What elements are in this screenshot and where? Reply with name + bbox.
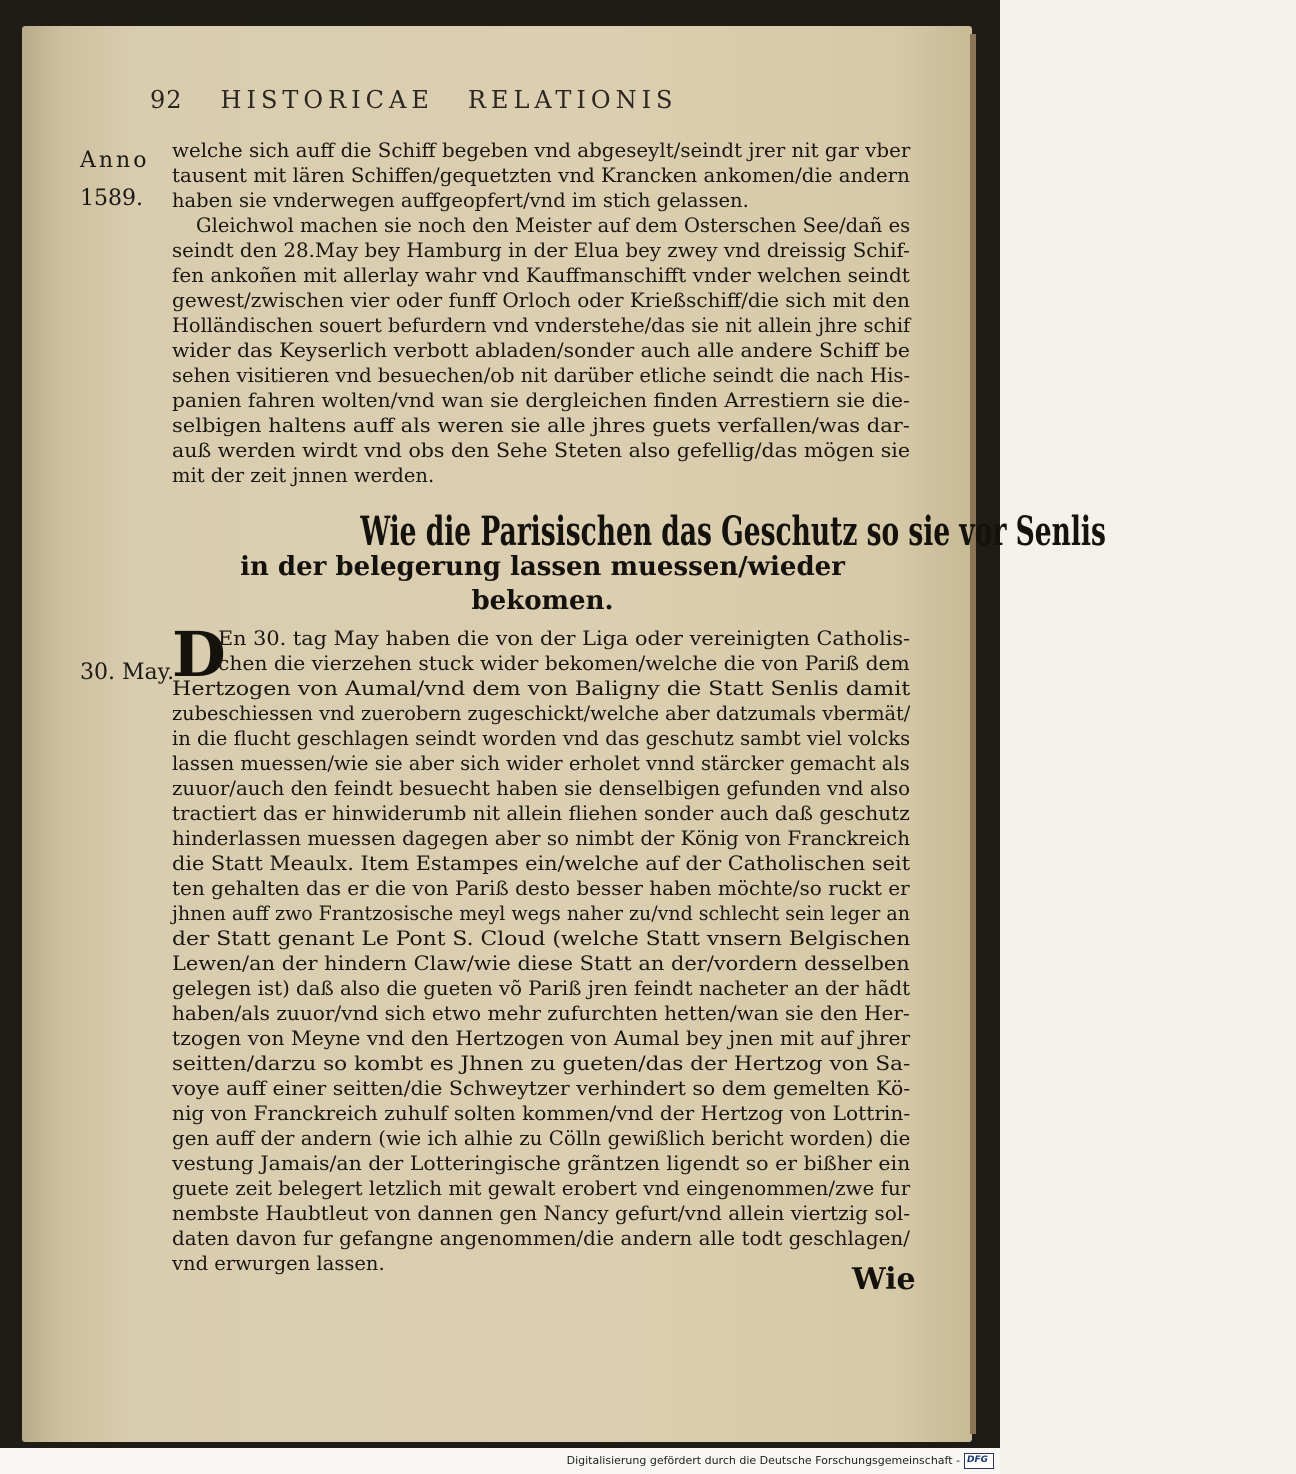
text-line: Hertzogen von Aumal/vnd dem von Baligny die Statt Senlis damit <box>172 677 911 700</box>
text-line: jhnen auff zwo Frantzosische meyl wegs naher zu/vnd schlecht sein leger an <box>172 902 910 925</box>
margin-note-anno: Anno <box>80 148 150 173</box>
text-line: seitten/darzu so kombt es Jhnen zu gueten/das der Hertzog von Sa- <box>172 1052 911 1075</box>
text-line: voye auff einer seitten/die Schweytzer verhindert so dem gemelten Kö- <box>172 1077 911 1100</box>
running-head-title-2: RELATIONIS <box>467 86 678 114</box>
text-line: die Statt Meaulx. Item Estampes ein/welche auf der Catholischen seit <box>172 852 910 875</box>
text-line: tausent mit lären Schiffen/gequetzten vnd Krancken ankomen/die andern <box>172 164 910 187</box>
text-line: selbigen haltens auff als weren sie alle jhres guets verfallen/was dar- <box>172 414 910 437</box>
text-line: guete zeit belegert letzlich mit gewalt erobert vnd eingenommen/zwe fur <box>172 1177 911 1200</box>
text-line: fen ankoñen mit allerlay wahr vnd Kauffmanschifft vnder welchen seindt <box>172 264 910 287</box>
digitization-footer <box>0 1448 1000 1474</box>
running-head-title-1: HISTORICAE <box>220 86 434 114</box>
text-line: gen auff der andern (wie ich alhie zu Cölln gewißlich bericht worden) die <box>172 1127 911 1150</box>
text-line: in die flucht geschlagen seindt worden vnd das geschutz sambt viel volcks <box>172 727 911 750</box>
text-line: daten davon fur gefangne angenommen/die andern alle todt geschlagen/ <box>172 1227 911 1250</box>
page-number: 92 <box>150 86 183 114</box>
text-line: auß werden wirdt vnd obs den Sehe Steten also gefellig/das mögen sie <box>172 439 910 462</box>
page-edge <box>970 34 976 1434</box>
text-line: zuuor/auch den feindt besuecht haben sie denselbigen gefunden vnd also <box>172 777 911 800</box>
text-line: En 30. tag May haben die von der Liga oder vereinigten Catholis- <box>218 627 911 650</box>
text-line: tractiert das er hinwiderumb nit allein fliehen sonder auch daß geschutz <box>172 802 910 825</box>
text-line: gelegen ist) daß also die gueten võ Pariß jren feindt nacheter an der hãdt <box>172 977 911 1000</box>
text-line: nig von Franckreich zuhulf solten kommen/vnd der Hertzog von Lottrin- <box>172 1102 911 1125</box>
section-heading-line-3: bekomen. <box>471 586 614 616</box>
text-line: haben/als zuuor/vnd sich etwo mehr zufurchten hetten/wan sie den Her- <box>172 1002 910 1025</box>
text-line: vestung Jamais/an der Lotteringische grãntzen ligendt so er bißher ein <box>172 1152 911 1175</box>
dfg-logo-text: DFG <box>967 1455 989 1465</box>
text-line: tzogen von Meyne vnd den Hertzogen von Aumal bey jnen mit auf jhrer <box>172 1027 911 1050</box>
margin-note-date: 30. May. <box>80 660 175 685</box>
text-line: zubeschiessen vnd zuerobern zugeschickt/welche aber datzumals vbermät/ <box>172 702 911 725</box>
text-line: Lewen/an der hindern Claw/wie diese Statt an der/vordern desselben <box>172 952 910 975</box>
text-line: welche sich auff die Schiff begeben vnd abgeseylt/seindt jrer nit gar vber <box>172 139 911 162</box>
text-line: Holländischen souert befurdern vnd vnderstehe/das sie nit allein jhre schif <box>172 314 911 337</box>
text-line: sehen visitieren vnd besuechen/ob nit darüber etliche seindt die nach His- <box>172 364 911 387</box>
text-line: hinderlassen muessen dagegen aber so nimbt der König von Franckreich <box>172 827 911 850</box>
text-line: Gleichwol machen sie noch den Meister auf dem Osterschen See/dañ es <box>196 214 911 237</box>
footer-credit: Digitalisierung gefördert durch die Deutsche Forschungsgemeinschaft - <box>566 1454 960 1467</box>
section-heading-line-2: in der belegerung lassen muessen/wieder <box>240 552 845 582</box>
text-line: gewest/zwischen vier oder funff Orloch oder Krießschiff/die sich mit den <box>172 289 910 312</box>
margin-note-year: 1589. <box>80 186 143 211</box>
text-line: ten gehalten das er die von Pariß desto besser haben möchte/so ruckt er <box>172 877 910 900</box>
text-line: chen die vierzehen stuck wider bekomen/welche die von Pariß dem <box>218 652 910 675</box>
running-head <box>150 86 678 114</box>
catchword: Wie <box>852 1262 916 1297</box>
text-line: haben sie vnderwegen auffgeopfert/vnd im stich gelassen. <box>172 189 749 212</box>
text-line: der Statt genant Le Pont S. Cloud (welche Statt vnsern Belgischen <box>172 927 911 950</box>
text-line: vnd erwurgen lassen. <box>172 1252 385 1275</box>
dfg-logo[interactable] <box>964 1453 994 1469</box>
text-line: seindt den 28.May bey Hamburg in der Elua bey zwey vnd dreissig Schif- <box>172 239 910 262</box>
text-line: wider das Keyserlich verbott abladen/sonder auch alle andere Schiff be <box>172 339 910 362</box>
text-line: nembste Haubtleut von dannen gen Nancy gefurt/vnd allein viertzig sol- <box>172 1202 911 1225</box>
text-line: lassen muessen/wie sie aber sich wider erholet vnnd stärcker gemacht als <box>172 752 910 775</box>
drop-cap: D <box>172 618 226 691</box>
section-heading: Wie die Parisischen das Geschutz so sie vor Senlis <box>360 508 1106 555</box>
text-line: mit der zeit jnnen werden. <box>172 464 435 487</box>
text-line: panien fahren wolten/vnd wan sie dergleichen finden Arrestiern sie die- <box>172 389 910 412</box>
